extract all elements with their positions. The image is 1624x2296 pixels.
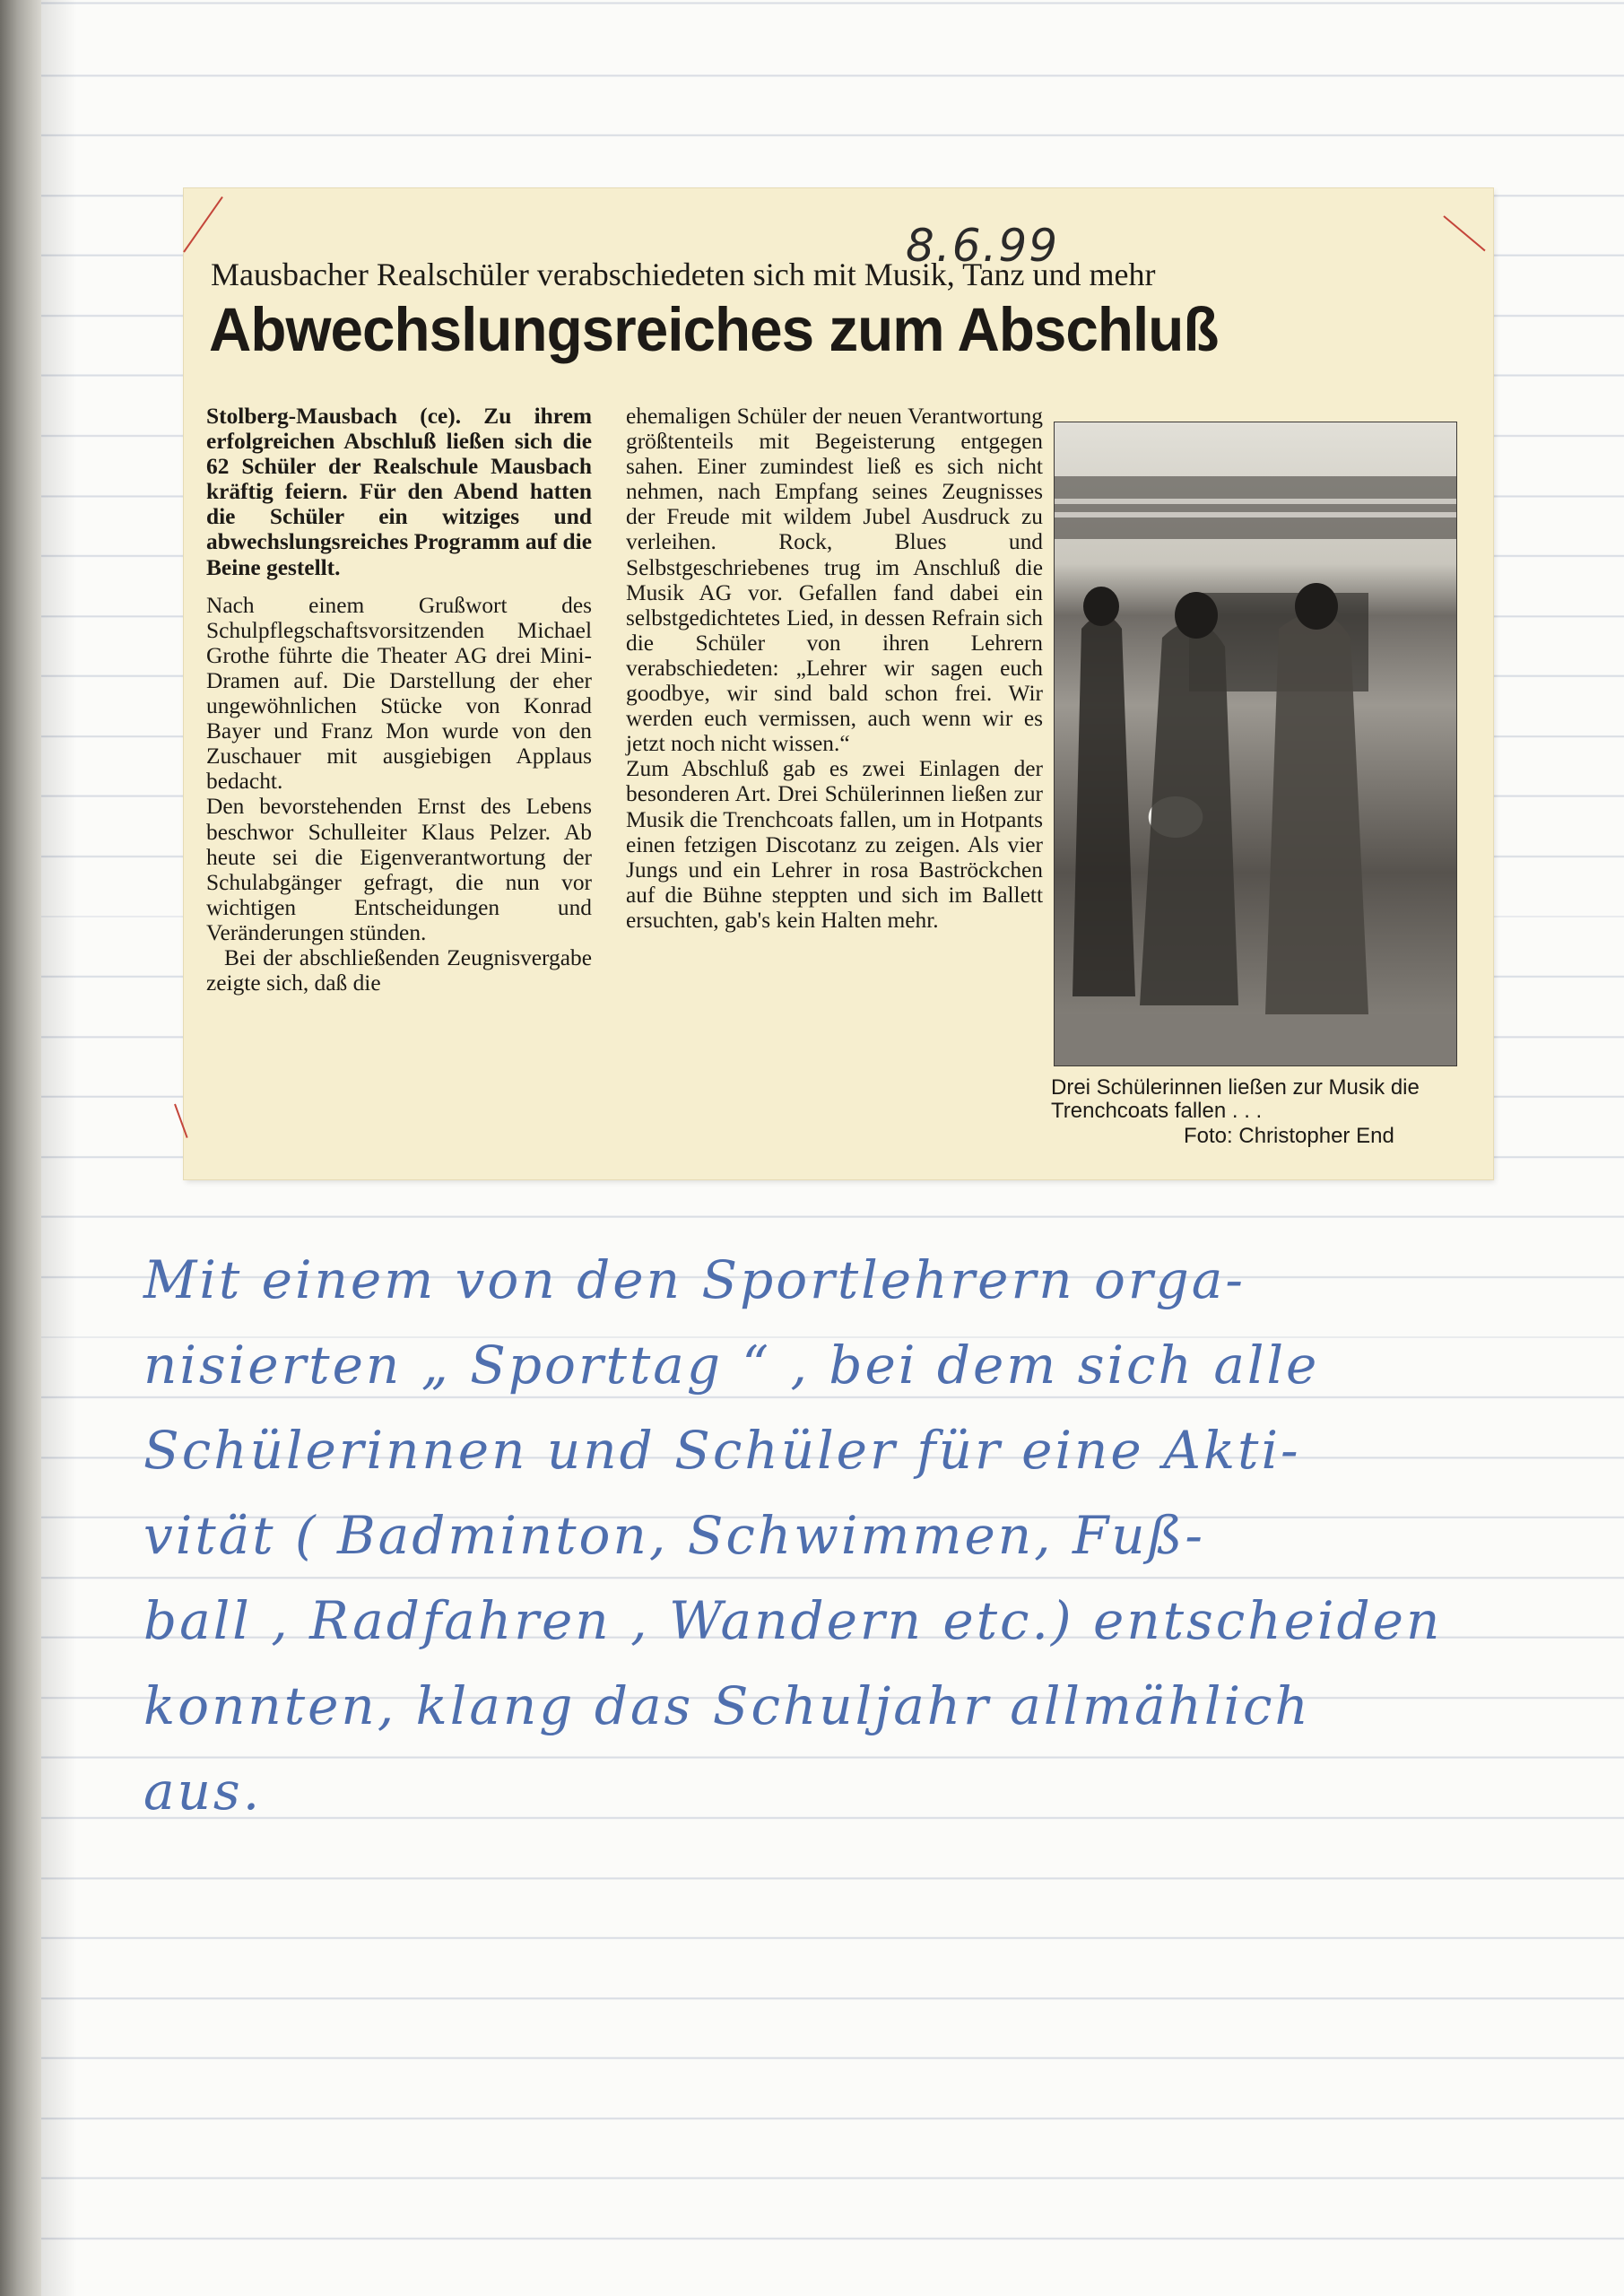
handwriting-line: vität ( Badminton, Schwimmen, Fuß- [143,1505,1205,1566]
cut-mark-top-left [183,196,223,253]
handwriting-line: Schülerinnen und Schüler für eine Akti- [143,1420,1301,1481]
article-photo [1054,422,1457,1066]
article-column-1 [206,404,592,996]
article-kicker: Mausbacher Realschüler verabschiedeten sich mit Musik, Tanz und mehr [211,257,1156,292]
photo-caption: Drei Schülerinnen ließen zur Musik die Trenchcoats fallen . . . [1051,1075,1420,1123]
cut-mark-top-right [1443,215,1485,251]
article-paragraph: Den bevorstehenden Ernst des Lebens beschwor Schulleiter Klaus Pelzer. Ab heute sei die Eigenverantwortung der Schulabgänger gefragt, die nun vor wichtigen Entscheidungen und Veränderungen stünden. [206,794,592,945]
newspaper-clipping [184,188,1493,1179]
handwriting-line: konnten, klang das Schuljahr allmählich [143,1675,1311,1736]
handwriting-line: nisierten „ Sporttag “ , bei dem sich alle [143,1335,1320,1396]
handwriting-line: Mit einem von den Sportlehrern orga- [143,1249,1246,1310]
article-column-2 [626,404,1043,933]
handwriting-line: ball , Radfahren , Wandern etc.) entscheiden [143,1590,1443,1651]
article-paragraph: Nach einem Grußwort des Schulpflegschaftsvorsitzenden Michael Grothe führte die Theater AG drei Mini-Dramen auf. Die Darstellung der eher ungewöhnlichen Stücke von Konrad Bayer und Franz Mon wurde von den Zuschauer mit ausgiebigen Applaus bedacht. [206,592,592,795]
article-paragraph: ehemaligen Schüler der neuen Verantwortung größtenteils mit Begeisterung entgegen sahen. Einer zumindest ließ es sich nicht nehmen, nach Empfang seines Zeugnisses der Freude mit wildem Jubel Ausdruck zu verleihen. Rock, Blues und Selbstgeschriebenes trug im Anschluß die Musik AG vor. Gefallen fand dabei ein selbstgedichtetes Lied, in dessen Refrain sich die Schüler von ihren Lehrern verabschiedeten: „Lehrer wir sagen euch goodbye, wir sind bald schon frei. Wir werden euch vermissen, auch wenn wir es jetzt noch nicht wissen.“ [626,404,1043,757]
handwriting-line: aus. [143,1761,263,1822]
page-margin-shadow [41,0,77,2296]
article-lead: Stolberg-Mausbach (ce). Zu ihrem erfolgreichen Abschluß ließen sich die 62 Schüler der Realschule Mausbach kräftig feiern. Für den Abend hatten die Schüler ein witziges und abwechslungsreiches Programm auf die Beine gestellt. [206,404,592,580]
article-paragraph: Bei der abschließenden Zeugnisvergabe zeigte sich, daß die [206,944,592,996]
article-paragraph: Zum Abschluß gab es zwei Einlagen der besonderen Art. Drei Schülerinnen ließen zur Musik die Trenchcoats fallen, um in Hotpants einen fetzigen Discotanz zu zeigen. Als vier Jungs und ein Lehrer in rosa Baströckchen auf die Bühne steppten und sich im Ballett ersuchten, gab's kein Halten mehr. [626,756,1043,933]
photo-figures [1055,422,1456,1065]
handwritten-note [143,1238,1507,1834]
notebook-binding [0,0,41,2296]
photo-credit: Foto: Christopher End [1184,1124,1394,1148]
handwritten-date: 8.6.99 [906,220,1060,272]
article-headline: Abwechslungsreiches zum Abschluß [209,295,1219,364]
